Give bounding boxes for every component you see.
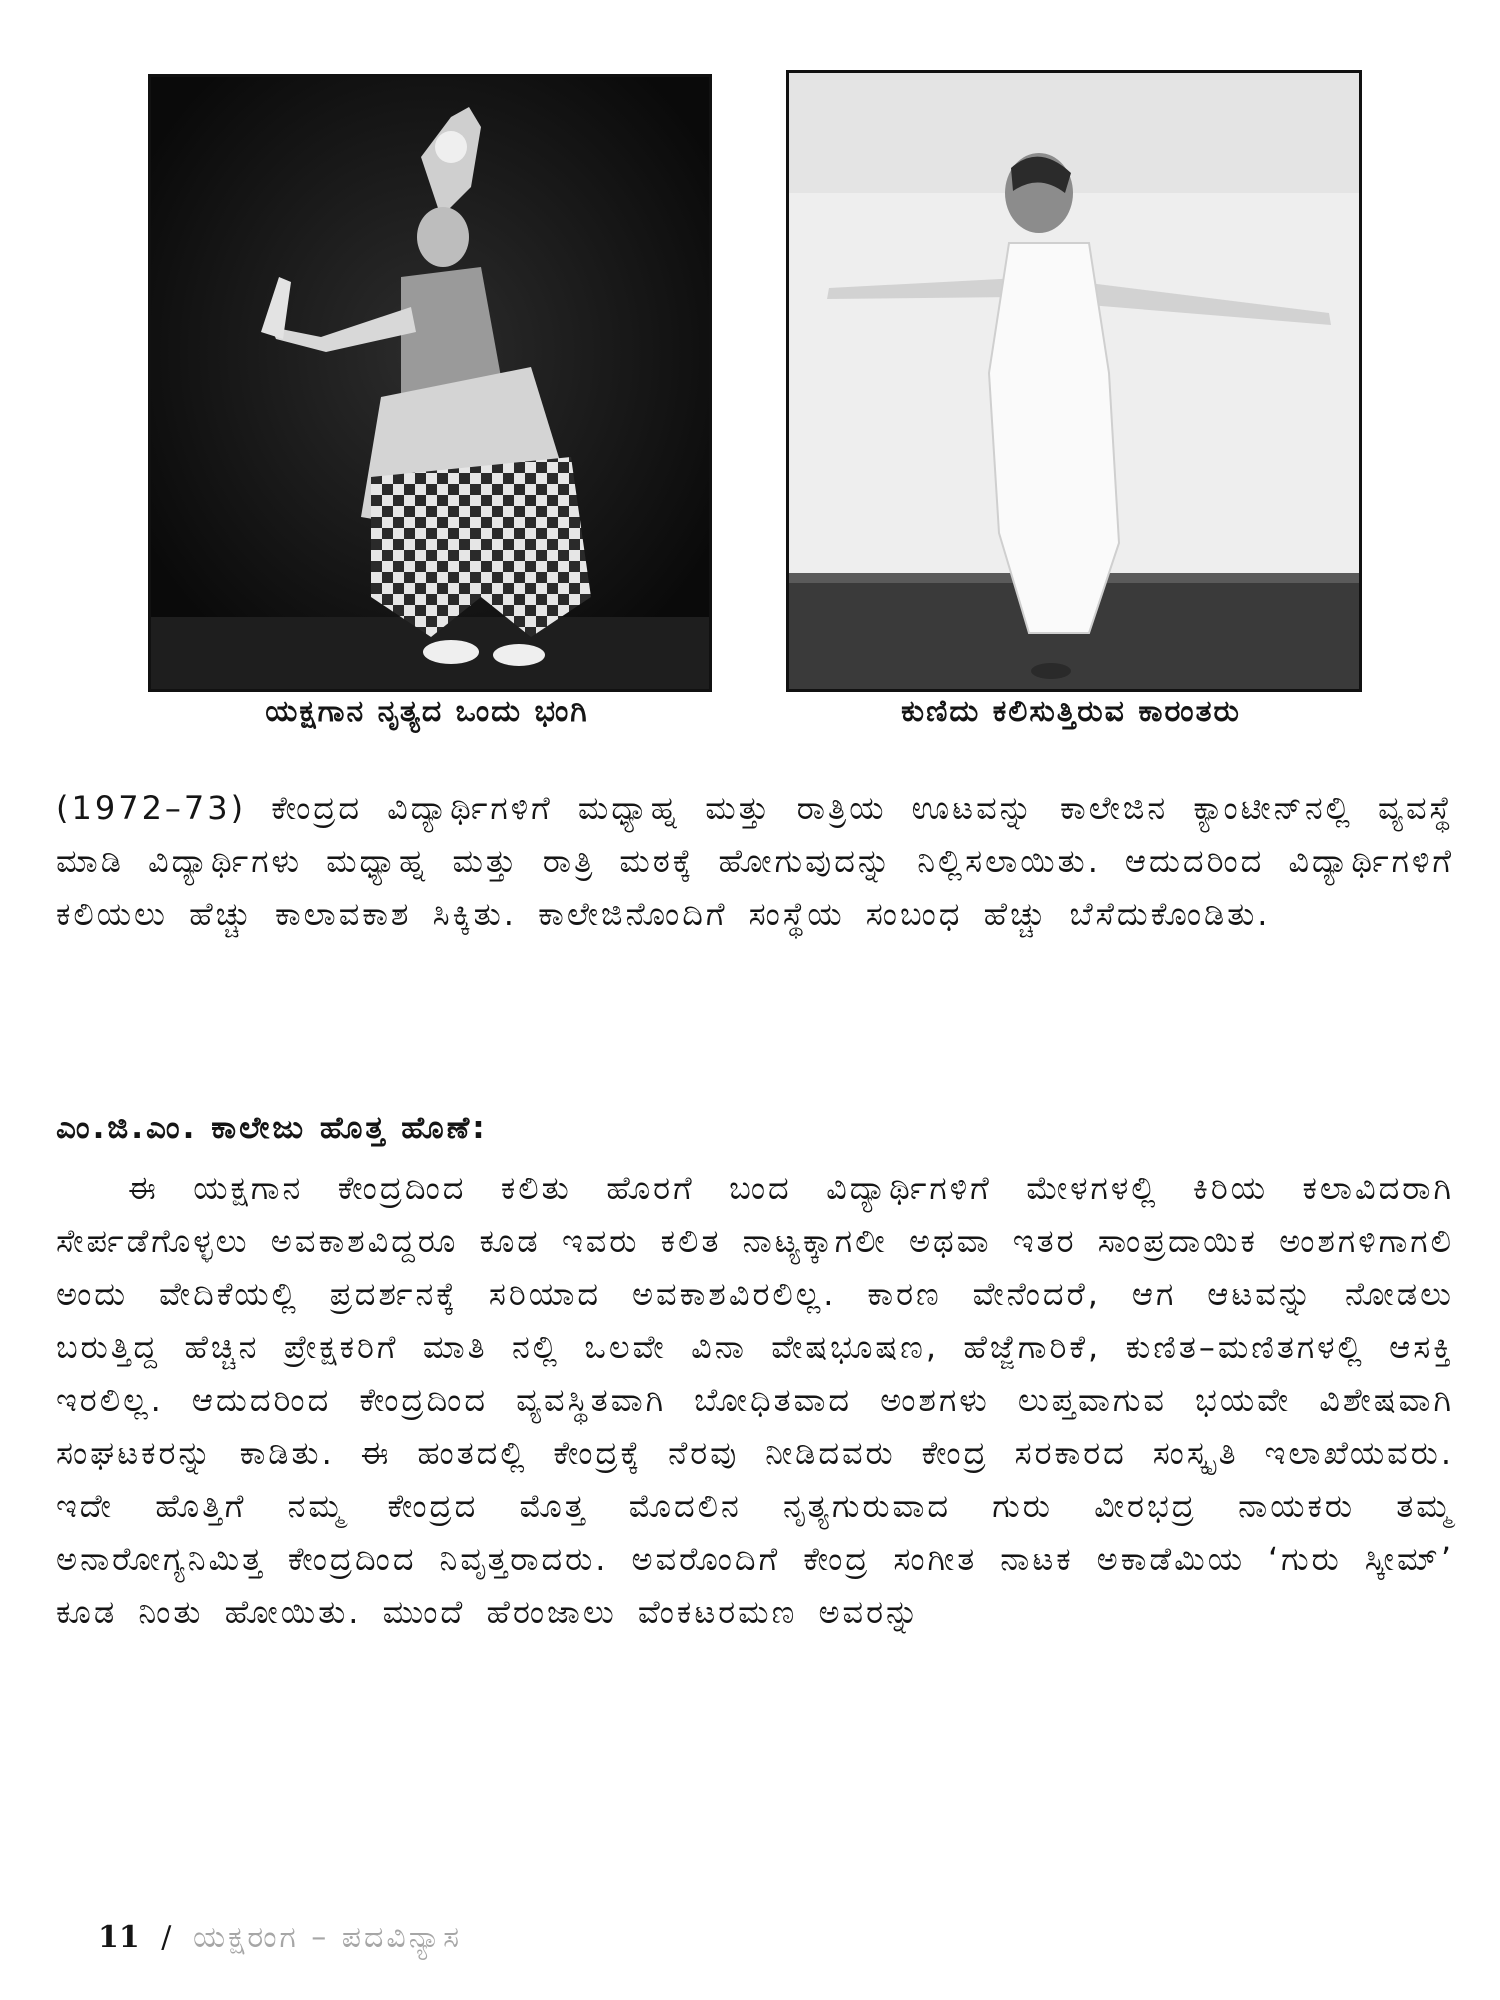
photo-karanth-teaching (786, 70, 1362, 692)
karanth-image (789, 73, 1359, 689)
paragraph-canteen-arrangement: (1972–73) ಕೇಂದ್ರದ ವಿದ್ಯಾರ್ಥಿಗಳಿಗೆ ಮಧ್ಯಾಹ್ನ ಮತ್ತು ರಾತ್ರಿಯ ಊಟವನ್ನು ಕಾಲೇಜಿನ ಕ್ಯಾಂಟೀನ್‌ನಲ್ಲಿ ವ್ಯವಸ್ಥೆ ಮಾಡಿ ವಿದ್ಯಾರ್ಥಿಗಳು ಮಧ್ಯಾಹ್ನ ಮತ್ತು ರಾತ್ರಿ ಮಠಕ್ಕೆ ಹೋಗುವುದನ್ನು ನಿಲ್ಲಿಸಲಾಯಿತು. ಆದುದರಿಂದ ವಿದ್ಯಾರ್ಥಿಗಳಿಗೆ ಕಲಿಯಲು ಹೆಚ್ಚು ಕಾಲಾವಕಾಶ ಸಿಕ್ಕಿತು. ಕಾಲೇಜಿನೊಂದಿಗೆ ಸಂಸ್ಥೆಯ ಸಂಬಂಧ ಹೆಚ್ಚು ಬೆಸೆದುಕೊಂಡಿತು. (56, 789, 1454, 933)
footer-book-title: ಯಕ್ಷರಂಗ – ಪದವಿನ್ಯಾಸ (192, 1920, 463, 1955)
caption-yakshagana-dance-pose: ಯಕ್ಷಗಾನ ನೃತ್ಯದ ಒಂದು ಭಂಗಿ (265, 694, 589, 729)
footer-separator: / (161, 1920, 172, 1955)
page-number: 11 (98, 1920, 140, 1955)
section-heading-mgm-college: ಎಂ.ಜಿ.ಎಂ. ಕಾಲೇಜು ಹೊತ್ತ ಹೊಣೆ: (56, 1110, 488, 1146)
page-footer (98, 1920, 462, 1955)
paragraph-mgm-college-responsibility: ಈ ಯಕ್ಷಗಾನ ಕೇಂದ್ರದಿಂದ ಕಲಿತು ಹೊರಗೆ ಬಂದ ವಿದ್ಯಾರ್ಥಿಗಳಿಗೆ ಮೇಳಗಳಲ್ಲಿ ಕಿರಿಯ ಕಲಾವಿದರಾಗಿ ಸೇರ್ಪಡೆಗೊಳ್ಳಲು ಅವಕಾಶವಿದ್ದರೂ ಕೂಡ ಇವರು ಕಲಿತ ನಾಟ್ಯಕ್ಕಾಗಲೀ ಅಥವಾ ಇತರ ಸಾಂಪ್ರದಾಯಿಕ ಅಂಶಗಳಿಗಾಗಲಿ ಅಂದು ವೇದಿಕೆಯಲ್ಲಿ ಪ್ರದರ್ಶನಕ್ಕೆ ಸರಿಯಾದ ಅವಕಾಶವಿರಲಿಲ್ಲ. ಕಾರಣ ವೇನೆಂದರೆ, ಆಗ ಆಟವನ್ನು ನೋಡಲು ಬರುತ್ತಿದ್ದ ಹೆಚ್ಚಿನ ಪ್ರೇಕ್ಷಕರಿಗೆ ಮಾತಿ ನಲ್ಲಿ ಒಲವೇ ವಿನಾ ವೇಷಭೂಷಣ, ಹೆಜ್ಜೆಗಾರಿಕೆ, ಕುಣಿತ–ಮಣಿತಗಳಲ್ಲಿ ಆಸಕ್ತಿ ಇರಲಿಲ್ಲ. ಆದುದರಿಂದ ಕೇಂದ್ರದಿಂದ ವ್ಯವಸ್ಥಿತವಾಗಿ ಬೋಧಿತವಾದ ಅಂಶಗಳು ಲುಪ್ತವಾಗುವ ಭಯವೇ ವಿಶೇಷವಾಗಿ ಸಂಘಟಕರನ್ನು ಕಾಡಿತು. ಈ ಹಂತದಲ್ಲಿ ಕೇಂದ್ರಕ್ಕೆ ನೆರವು ನೀಡಿದವರು ಕೇಂದ್ರ ಸರಕಾರದ ಸಂಸ್ಕೃತಿ ಇಲಾಖೆಯವರು. ಇದೇ ಹೊತ್ತಿಗೆ ನಮ್ಮ ಕೇಂದ್ರದ ಮೊತ್ತ ಮೊದಲಿನ ನೃತ್ಯಗುರುವಾದ ಗುರು ವೀರಭದ್ರ ನಾಯಕರು ತಮ್ಮ ಅನಾರೋಗ್ಯನಿಮಿತ್ತ ಕೇಂದ್ರದಿಂದ ನಿವೃತ್ತರಾದರು. ಅವರೊಂದಿಗೆ ಕೇಂದ್ರ ಸಂಗೀತ ನಾಟಕ ಅಕಾಡೆಮಿಯ ‘ಗುರು ಸ್ಕೀಮ್’ ಕೂಡ ನಿಂತು ಹೋಯಿತು. ಮುಂದೆ ಹೆರಂಜಾಲು ವೆಂಕಟರಮಣ ಅವರನ್ನು (56, 1169, 1454, 1631)
caption-karanth-teaching: ಕುಣಿದು ಕಲಿಸುತ್ತಿರುವ ಕಾರಂತರು (901, 694, 1241, 729)
photo-yakshagana-dancer (148, 74, 712, 692)
dancer-image (151, 77, 709, 689)
